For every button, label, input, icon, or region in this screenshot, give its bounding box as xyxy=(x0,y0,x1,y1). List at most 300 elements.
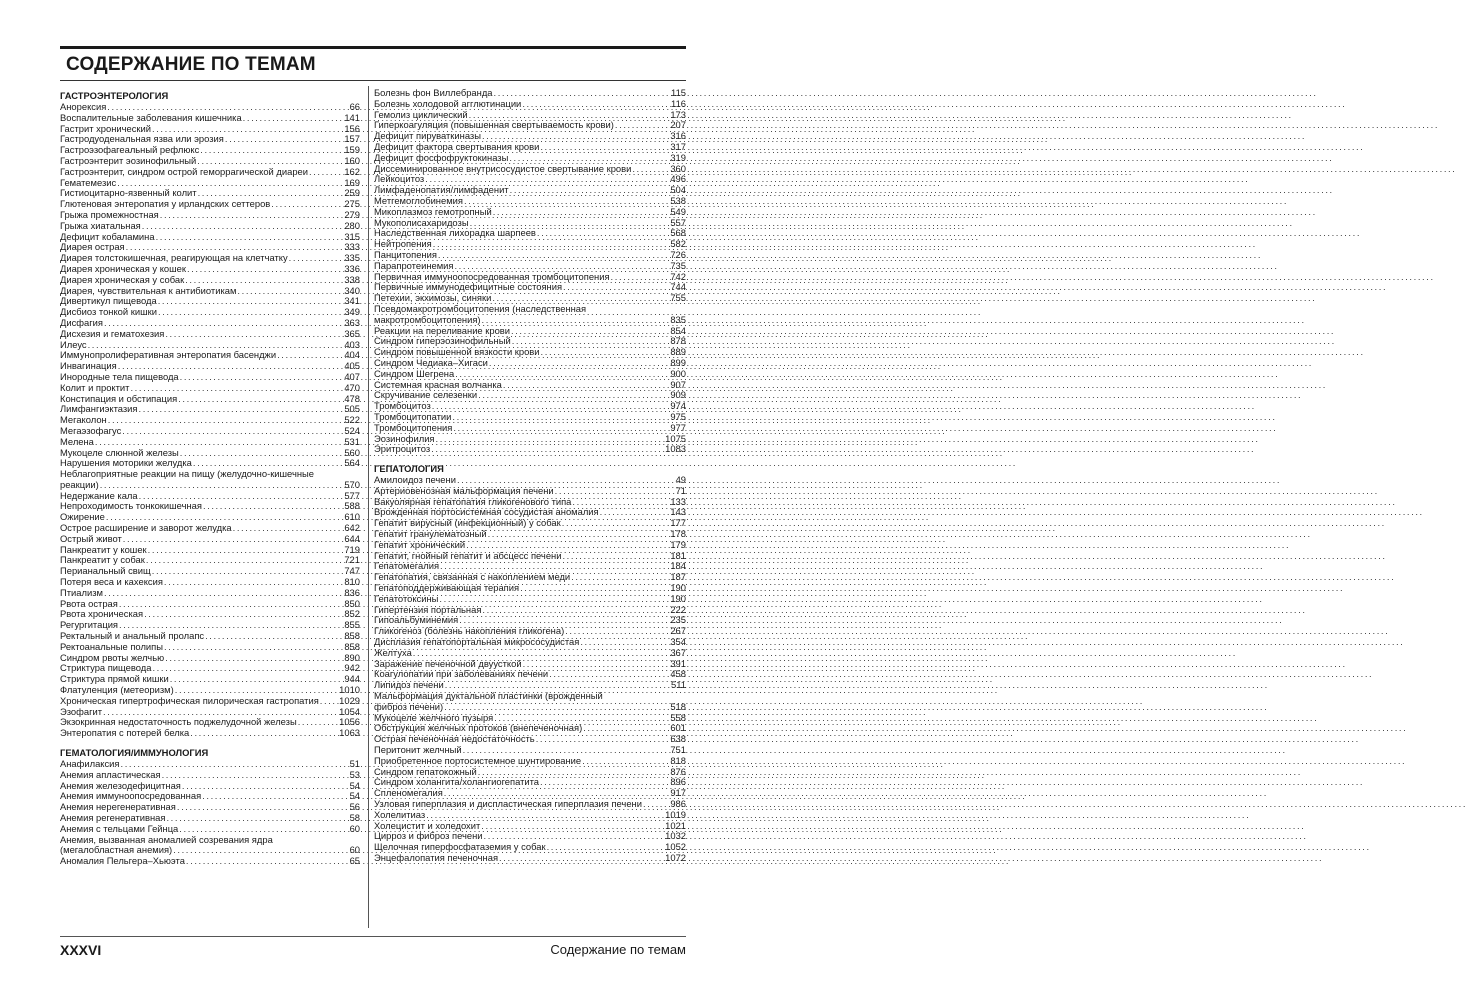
toc-entry[interactable] xyxy=(374,691,686,713)
leader-dots xyxy=(309,167,343,178)
leader-dots xyxy=(162,770,349,781)
toc-entry-page: 557 xyxy=(670,216,686,228)
toc-entry[interactable] xyxy=(60,469,360,491)
toc-entry-page: 1029 xyxy=(339,694,360,706)
leader-dots xyxy=(320,696,338,707)
toc-entry-title: Мелена xyxy=(60,435,94,447)
toc-entry-title: Лимфангиэктазия xyxy=(60,403,138,415)
toc-entry-title: Гемолиз циклический xyxy=(374,108,468,120)
page-title: СОДЕРЖАНИЕ ПО ТЕМАМ xyxy=(66,54,316,75)
toc-entry-title: Панкреатит у кошек xyxy=(60,543,147,555)
toc-entry-page: 354 xyxy=(670,636,686,648)
toc-entry-page: 850 xyxy=(344,597,360,609)
toc-entry-title: Ректоанальные полипы xyxy=(60,640,163,652)
toc-entry-page: 917 xyxy=(670,787,686,799)
toc-entry-title: Микоплазмоз гемотропный xyxy=(374,205,492,217)
leader-dots xyxy=(185,275,343,286)
toc-entry-title: Болезнь фон Виллебранда xyxy=(374,87,493,98)
toc-entry-title: Острая печеночная недостаточность xyxy=(374,733,535,745)
toc-entry-title: Диарея толстокишечная, реагирующая на клетчатку xyxy=(60,252,288,264)
toc-entry-title: Дисхезия и гематохезия xyxy=(60,327,165,339)
leader-dots xyxy=(186,856,349,867)
toc-entry-page: 835 xyxy=(670,313,686,325)
toc-entry[interactable] xyxy=(60,437,360,448)
toc-entry-title: Анемия железодефицитная xyxy=(60,779,181,791)
toc-entry-page: 235 xyxy=(670,614,686,626)
toc-entry-title-continued: фиброз печени) xyxy=(374,700,444,712)
toc-entry-page: 742 xyxy=(670,270,686,282)
toc-entry-page: 570 xyxy=(344,478,360,490)
toc-entry-page: 115 xyxy=(671,87,686,98)
toc-entry-page: 854 xyxy=(670,324,686,336)
toc-entry-page: 505 xyxy=(344,403,360,415)
toc-entry-page: 1063 xyxy=(339,727,360,739)
toc-entry-page: 986 xyxy=(670,798,686,809)
toc-entry-page: 280 xyxy=(344,219,360,231)
leader-dots xyxy=(142,221,344,232)
toc-entry-page: 333 xyxy=(344,241,360,253)
toc-entry-title: Амилоидоз печени xyxy=(374,474,456,486)
toc-entry-title: Синдром гепатокожный xyxy=(374,765,477,777)
toc-entry-page: 588 xyxy=(344,500,360,512)
toc-entry-title-continued: (мегалобластная анемия) xyxy=(60,844,173,856)
toc-entry-page: 496 xyxy=(670,173,686,185)
toc-entry[interactable] xyxy=(374,444,686,455)
toc-entry-page: 538 xyxy=(670,194,686,206)
leader-dots xyxy=(455,369,669,380)
toc-entry[interactable] xyxy=(60,835,360,857)
toc-entry-page: 54 xyxy=(349,779,360,791)
toc-entry-page: 504 xyxy=(670,184,686,196)
toc-entry-page: 367 xyxy=(670,646,686,658)
toc-entry-page: 178 xyxy=(670,528,686,540)
toc-entry-page: 726 xyxy=(670,248,686,260)
leader-dots xyxy=(165,329,343,340)
toc-entry-title: Анемия апластическая xyxy=(60,768,161,780)
toc-entry-page: 568 xyxy=(670,227,686,239)
leader-dots xyxy=(509,153,669,164)
toc-entry-page: 173 xyxy=(670,108,686,120)
toc-entry[interactable] xyxy=(374,304,686,326)
toc-entry-page: 1019 xyxy=(665,808,686,820)
toc-entry-page: 747 xyxy=(344,565,360,577)
toc-entry-title: Приобретенное портосистемное шунтирование xyxy=(374,754,582,766)
toc-entry-title: Гепатопатия, связанная с накоплением меди xyxy=(374,571,571,583)
toc-entry-title: Перианальный свищ xyxy=(60,565,151,577)
toc-entry-page: 405 xyxy=(344,360,360,372)
toc-entry-page: 66 xyxy=(349,101,360,112)
toc-entry-page: 889 xyxy=(670,346,686,358)
toc-entry-page: 190 xyxy=(670,582,686,594)
toc-entry-title: Дивертикул пищевода xyxy=(60,295,157,307)
toc-entry-title: Диарея хроническая у собак xyxy=(60,273,185,285)
toc-entry-title: Диссеминированное внутрисосудистое свертывание крови xyxy=(374,162,632,174)
toc-entry-title: Энтеропатия с потерей белка xyxy=(60,727,190,739)
toc-entry-page: 470 xyxy=(344,381,360,393)
toc-entry-title: Тромбоцитоз xyxy=(374,400,431,412)
toc-entry-page: 560 xyxy=(344,446,360,458)
toc-entry-page: 1054 xyxy=(339,705,360,717)
toc-entry-title: Спленомегалия xyxy=(374,787,443,799)
toc-entry-title: Гепатомегалия xyxy=(374,560,440,572)
toc-entry-title: Гепатит, гнойный гепатит и абсцесс печени xyxy=(374,549,562,561)
footer-running-title: Содержание по темам xyxy=(550,942,686,957)
toc-entry-page: 1021 xyxy=(665,819,686,831)
leader-dots xyxy=(453,423,669,434)
toc-entry-title: Дисплазия гепатопортальная микрососудистая xyxy=(374,636,580,648)
toc-entry-page: 316 xyxy=(670,130,686,142)
leader-dots xyxy=(499,853,664,864)
toc-entry[interactable] xyxy=(60,383,360,394)
toc-entry-title: Дефицит фосфофруктокиназы xyxy=(374,151,509,163)
toc-entry-page: 58 xyxy=(349,812,360,823)
toc-entry-title: Псевдомакротромбоцитопения (наследственная xyxy=(374,302,587,314)
toc-entry-title: Ожирение xyxy=(60,511,105,523)
toc-entry-page: 810 xyxy=(344,576,360,588)
toc-entry-page: 478 xyxy=(344,392,360,404)
toc-entry-title: Заражение печеночной двуусткой xyxy=(374,657,522,669)
toc-entry-page: 644 xyxy=(344,532,360,544)
toc-entry-title: Неблагоприятные реакции на пищу (желудочно-кишечные xyxy=(60,468,314,480)
toc-entry-title: Парапротеинемия xyxy=(374,259,454,271)
toc-entry-title: Гастрит хронический xyxy=(60,122,151,134)
header-rule-thin xyxy=(60,80,686,81)
toc-entry-page: 391 xyxy=(670,657,686,669)
toc-entry[interactable] xyxy=(60,696,360,707)
toc-entry-title: Дисбиоз тонкой кишки xyxy=(60,306,157,318)
toc-entry-page: 335 xyxy=(344,252,360,264)
footer-page-number: XXXVI xyxy=(60,942,102,958)
toc-entry-title: Синдром рвоты желчью xyxy=(60,651,165,663)
toc-entry-title: Эозинофилия xyxy=(374,432,435,444)
toc-entry-page: 338 xyxy=(344,273,360,285)
toc-entry-page: 511 xyxy=(671,679,686,691)
toc-entry-page: 156 xyxy=(344,122,360,134)
toc-entry-title: Диарея хроническая у кошек xyxy=(60,262,186,274)
toc-entry-title: Цирроз и фиброз печени xyxy=(374,830,483,842)
toc-entry-page: 855 xyxy=(344,619,360,631)
toc-entry-page: 407 xyxy=(344,370,360,382)
toc-entry-title: Эзофагит xyxy=(60,705,103,717)
toc-entry[interactable] xyxy=(60,824,360,835)
toc-column-right xyxy=(374,88,686,864)
toc-entry-title: Коагулопатии при заболеваниях печени xyxy=(374,668,549,680)
toc-entry[interactable] xyxy=(60,221,360,232)
toc-entry-title: Острый живот xyxy=(60,532,122,544)
toc-entry-page: 336 xyxy=(344,262,360,274)
toc-entry-page: 974 xyxy=(670,400,686,412)
toc-entry-title: Щелочная гиперфосфатаземия у собак xyxy=(374,841,546,853)
toc-entry-page: 852 xyxy=(344,608,360,620)
toc-entry-page: 60 xyxy=(349,822,360,834)
toc-entry-page: 744 xyxy=(670,281,686,293)
toc-entry-page: 60 xyxy=(349,844,360,856)
toc-entry-page: 858 xyxy=(344,630,360,642)
leader-dots xyxy=(444,702,669,713)
toc-entry-title: Рвота хроническая xyxy=(60,608,144,620)
toc-entry-title: Обструкция желчных протоков (внепеченочная) xyxy=(374,722,583,734)
toc-entry-title: Перитонит желчный xyxy=(374,744,462,756)
toc-entry-title: Гепатотоксины xyxy=(374,592,439,604)
toc-entry[interactable] xyxy=(374,810,686,821)
toc-entry[interactable] xyxy=(374,369,686,380)
toc-entry-title: Холецистит и холедохит xyxy=(374,819,481,831)
toc-entry-title: Гастроэзофагеальный рефлюкс xyxy=(60,144,200,156)
toc-entry-title: Мальформация дуктальной пластинки (врожденный xyxy=(374,690,603,702)
toc-entry-title: Артериовенозная мальформация печени xyxy=(374,484,554,496)
toc-entry-title: Нарушения моторики желудка xyxy=(60,457,192,469)
toc-entry[interactable] xyxy=(374,153,686,164)
toc-entry-title: Анемия иммуноопосредованная xyxy=(60,790,202,802)
toc-entry-page: 944 xyxy=(344,673,360,685)
toc-entry-page: 1032 xyxy=(665,830,686,842)
toc-entry[interactable] xyxy=(374,99,686,110)
toc-entry-page: 181 xyxy=(670,549,686,561)
toc-entry-title: Гипертензия портальная xyxy=(374,603,482,615)
toc-entry-page: 207 xyxy=(670,119,686,131)
toc-entry-page: 279 xyxy=(344,208,360,220)
toc-entry-title: Иммунопролиферативная энтеропатия басенджи xyxy=(60,349,277,361)
toc-entry-title: Тромбоцитопения xyxy=(374,421,453,433)
toc-entry-page: 1075 xyxy=(665,432,686,444)
toc-entry-title: Желтуха xyxy=(374,646,412,658)
toc-entry-page: 518 xyxy=(670,700,686,712)
toc-entry-page: 907 xyxy=(670,378,686,390)
toc-entry-page: 157 xyxy=(344,133,360,145)
toc-entry-page: 177 xyxy=(670,517,686,529)
toc-entry-title: Анорексия xyxy=(60,101,107,112)
toc-entry-page: 909 xyxy=(670,389,686,401)
toc-entry-page: 133 xyxy=(670,495,686,507)
toc-entry-title: Гепатит гранулематозный xyxy=(374,528,487,540)
toc-entry-page: 340 xyxy=(344,284,360,296)
toc-entry-page: 900 xyxy=(670,367,686,379)
toc-entry-page: 162 xyxy=(344,165,360,177)
toc-entry-page: 71 xyxy=(675,484,686,496)
toc-entry-title: Панцитопения xyxy=(374,248,437,260)
toc-entry-title: Синдром холангита/холангиогепатита xyxy=(374,776,540,788)
column-divider xyxy=(368,86,369,928)
toc-entry-title: Грыжа хиатальная xyxy=(60,219,141,231)
toc-entry-title: Нейтропения xyxy=(374,238,432,250)
toc-entry-page: 259 xyxy=(344,187,360,199)
section-heading: ГЕПАТОЛОГИЯ xyxy=(374,463,444,475)
toc-entry-page: 522 xyxy=(344,414,360,426)
toc-entry-title-continued: макротромбоцитопения) xyxy=(374,313,481,325)
toc-entry-page: 51 xyxy=(349,758,360,770)
toc-entry-title: Гепатит хронический xyxy=(374,538,466,550)
toc-entry[interactable] xyxy=(374,423,686,434)
toc-entry-page: 365 xyxy=(344,327,360,339)
toc-entry-page: 638 xyxy=(670,733,686,745)
toc-entry[interactable] xyxy=(60,770,360,781)
toc-entry-title: Рвота острая xyxy=(60,597,118,609)
toc-entry-title: Дефицит фактора свертывания крови xyxy=(374,140,540,152)
toc-entry-title: Метгемоглобинемия xyxy=(374,194,463,206)
toc-entry-title: Первичная иммуноопосредованная тромбоцитопения xyxy=(374,270,610,282)
section-heading: ГЕМАТОЛОГИЯ/ИММУНОЛОГИЯ xyxy=(60,747,209,759)
toc-entry-title: Флатуленция (метеоризм) xyxy=(60,684,174,696)
toc-entry-page: 159 xyxy=(344,144,360,156)
toc-entry-title: Недержание кала xyxy=(60,489,138,501)
toc-entry-page: 143 xyxy=(670,506,686,518)
toc-entry-title: Панкреатит у собак xyxy=(60,554,145,566)
toc-entry[interactable] xyxy=(60,728,360,739)
toc-entry-page: 531 xyxy=(344,435,360,447)
toc-entry-title: Глютеновая энтеропатия у ирландских сеттеров xyxy=(60,198,271,210)
toc-entry-page: 169 xyxy=(344,176,360,188)
toc-entry-title: Илеус xyxy=(60,338,87,350)
toc-entry-page: 896 xyxy=(670,776,686,788)
toc-entry-title: Грыжа промежностная xyxy=(60,208,159,220)
toc-entry-page: 49 xyxy=(675,474,686,486)
toc-entry-title: Петехии, экхимозы, синяки xyxy=(374,292,492,304)
toc-entry[interactable] xyxy=(60,856,360,867)
toc-entry-title: Синдром Чедиака–Хигаси xyxy=(374,356,488,368)
toc-entry-title: Болезнь холодовой агглютинации xyxy=(374,97,522,109)
toc-entry-title: Энцефалопатия печеночная xyxy=(374,851,499,863)
toc-entry[interactable] xyxy=(60,167,360,178)
toc-entry-title: Мегаколон xyxy=(60,414,107,426)
footer-rule xyxy=(60,936,686,937)
toc-entry-title: Гликогеноз (болезнь накопления гликогена) xyxy=(374,625,565,637)
toc-entry-title: Стриктура пищевода xyxy=(60,662,152,674)
toc-entry-title: Дисфагия xyxy=(60,316,103,328)
toc-entry-title: Синдром Шегрена xyxy=(374,367,455,379)
toc-entry-page: 721 xyxy=(344,554,360,566)
toc-entry-title: Гематемезис xyxy=(60,176,117,188)
toc-entry-page: 53 xyxy=(349,768,360,780)
toc-entry-page: 267 xyxy=(670,625,686,637)
toc-entry-title: Анафилаксия xyxy=(60,758,120,770)
toc-entry-page: 116 xyxy=(671,97,686,109)
toc-entry-page: 349 xyxy=(344,306,360,318)
toc-entry-page: 403 xyxy=(344,338,360,350)
toc-entry-page: 315 xyxy=(344,230,360,242)
toc-entry-title: Узловая гиперплазия и диспластическая гиперплазия печени xyxy=(374,798,642,809)
toc-entry-page: 184 xyxy=(670,560,686,572)
toc-entry-page: 54 xyxy=(349,790,360,802)
toc-entry-title: Тромбоцитопатии xyxy=(374,410,452,422)
toc-entry-page: 642 xyxy=(344,522,360,534)
toc-entry-page: 319 xyxy=(670,151,686,163)
leader-dots xyxy=(426,810,664,821)
toc-entry[interactable] xyxy=(60,275,360,286)
toc-entry[interactable] xyxy=(374,756,686,767)
toc-entry-title: Гипоальбуминемия xyxy=(374,614,459,626)
toc-entry-page: 836 xyxy=(344,586,360,598)
toc-entry-page: 577 xyxy=(344,489,360,501)
section-heading: ГАСТРОЭНТЕРОЛОГИЯ xyxy=(60,90,169,101)
leader-dots xyxy=(522,99,670,110)
toc-entry-title-continued: реакции) xyxy=(60,478,99,490)
toc-entry-page: 65 xyxy=(349,855,360,867)
toc-entry-title: Диарея, чувствительная к антибиотикам xyxy=(60,284,237,296)
toc-entry-title: Наследственная лихорадка шарпеев xyxy=(374,227,536,239)
toc-entry-title: Мукоцеле желчного пузыря xyxy=(374,711,494,723)
header-rule-thick xyxy=(60,46,686,49)
toc-entry-title: Скручивание селезенки xyxy=(374,389,478,401)
toc-entry-title: Острое расширение и заворот желудка xyxy=(60,522,232,534)
leader-dots xyxy=(582,756,669,767)
toc-entry-title: Регургитация xyxy=(60,619,119,631)
toc-entry-page: 190 xyxy=(670,592,686,604)
toc-entry-title: Гастроэнтерит эозинофильный xyxy=(60,154,197,166)
toc-entry-page: 610 xyxy=(344,511,360,523)
leader-dots xyxy=(493,207,670,218)
toc-entry-page: 751 xyxy=(670,744,686,756)
toc-entry-title: Констипация и обстипация xyxy=(60,392,178,404)
toc-entry-title: Диарея острая xyxy=(60,241,125,253)
toc-entry-page: 56 xyxy=(349,801,360,813)
leader-dots xyxy=(482,315,670,326)
toc-entry-title: Лимфаденопатия/лимфаденит xyxy=(374,184,509,196)
toc-entry[interactable] xyxy=(374,853,686,864)
toc-entry-title: Стриктура прямой кишки xyxy=(60,673,169,685)
toc-entry-title: Гистиоцитарно-язвенный колит xyxy=(60,187,197,199)
toc-entry-page: 363 xyxy=(344,316,360,328)
toc-entry-page: 179 xyxy=(670,538,686,550)
toc-entry-title: Гиперкоагуляция (повышенная свертываемость крови) xyxy=(374,119,614,131)
toc-entry-page: 719 xyxy=(344,543,360,555)
toc-entry-page: 1010 xyxy=(339,684,360,696)
toc-entry-page: 564 xyxy=(344,457,360,469)
toc-entry-title: Системная красная волчанка xyxy=(374,378,502,390)
toc-entry-title: Гастроэнтерит, синдром острой геморрагической диареи xyxy=(60,165,308,177)
toc-entry-title: Дефицит кобаламина xyxy=(60,230,155,242)
toc-entry[interactable] xyxy=(60,113,360,124)
toc-entry-page: 601 xyxy=(670,722,686,734)
toc-entry[interactable] xyxy=(374,261,686,272)
toc-entry-title: Врожденная портосистемная сосудистая аномалия xyxy=(374,506,599,518)
toc-entry-title: Колит и проктит xyxy=(60,381,130,393)
toc-entry-page: 582 xyxy=(670,238,686,250)
toc-entry-title: Гепатит вирусный (инфекционный) у собак xyxy=(374,517,561,529)
toc-entry-page: 975 xyxy=(670,410,686,422)
toc-entry-title: Анемия, вызванная аномалией созревания ядра xyxy=(60,833,273,845)
toc-entry-title: Потеря веса и кахексия xyxy=(60,576,163,588)
toc-entry-page: 187 xyxy=(670,571,686,583)
toc-entry-title: Инородные тела пищевода xyxy=(60,370,179,382)
toc-entry-page: 341 xyxy=(344,295,360,307)
toc-entry-title: Синдром повышенной вязкости крови xyxy=(374,346,540,358)
toc-entry[interactable] xyxy=(374,207,686,218)
toc-entry-title: Анемия с тельцами Гейнца xyxy=(60,822,179,834)
toc-entry-page: 942 xyxy=(344,662,360,674)
toc-entry-page: 755 xyxy=(670,292,686,304)
toc-entry-title: Первичные иммунодефицитные состояния xyxy=(374,281,563,293)
toc-entry-title: Мукоцеле слюнной железы xyxy=(60,446,179,458)
toc-entry-page: 858 xyxy=(344,640,360,652)
toc-entry-page: 977 xyxy=(670,421,686,433)
toc-entry-page: 458 xyxy=(670,668,686,680)
toc-entry-page: 1072 xyxy=(665,851,686,863)
toc-column-left xyxy=(60,88,360,867)
toc-entry-page: 275 xyxy=(344,198,360,210)
toc-entry-title: Холелитиаз xyxy=(374,808,426,820)
toc-entry-title: Синдром гиперэозинофильный xyxy=(374,335,511,347)
toc-entry-page: 818 xyxy=(670,754,686,766)
toc-entry-page: 890 xyxy=(344,651,360,663)
toc-entry-page: 549 xyxy=(670,205,686,217)
toc-entry-page: 735 xyxy=(670,259,686,271)
toc-entry-page: 558 xyxy=(670,711,686,723)
toc-entry-title: Вакуолярная гепатопатия гликогенового типа xyxy=(374,495,572,507)
leader-dots xyxy=(431,444,664,455)
toc-entry-page: 1083 xyxy=(665,443,686,455)
toc-entry[interactable] xyxy=(60,329,360,340)
toc-entry-title: Ректальный и анальный пролапс xyxy=(60,630,205,642)
